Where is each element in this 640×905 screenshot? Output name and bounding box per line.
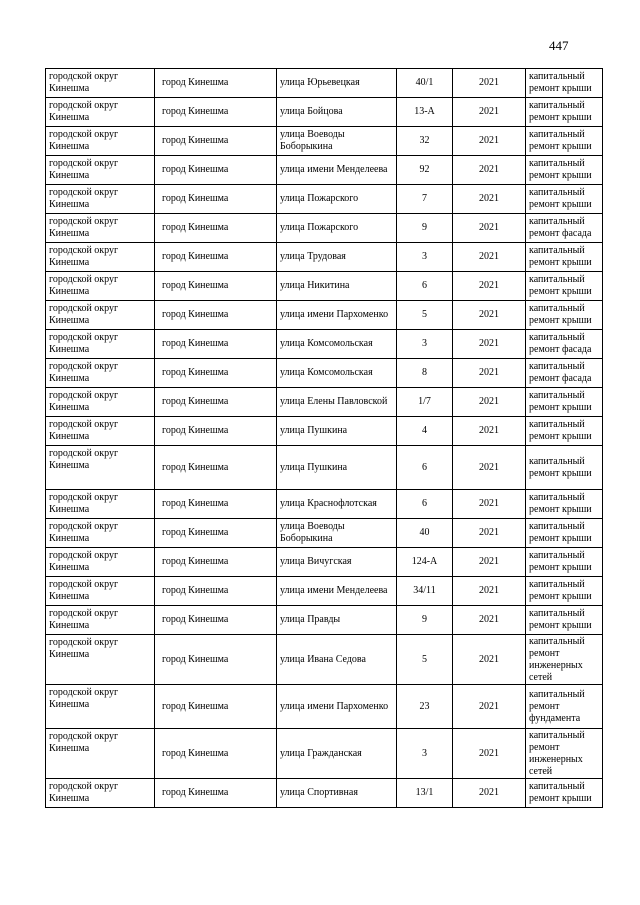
street-cell: улица Краснофлотская <box>277 490 397 519</box>
region-cell: городской округ Кинешма <box>46 185 155 214</box>
table-row <box>46 214 603 243</box>
year-cell: 2021 <box>453 156 526 185</box>
table-row <box>46 729 603 779</box>
table-row <box>46 417 603 446</box>
table-row <box>46 330 603 359</box>
street-cell: улица Ивана Седова <box>277 635 397 685</box>
year-cell: 2021 <box>453 685 526 729</box>
table-row <box>46 243 603 272</box>
region-cell: городской округ Кинешма <box>46 69 155 98</box>
house-number-cell: 13/1 <box>397 779 453 808</box>
year-cell: 2021 <box>453 446 526 490</box>
house-number-cell: 34/11 <box>397 577 453 606</box>
street-cell: улица имени Менделеева <box>277 577 397 606</box>
house-number-cell: 6 <box>397 446 453 490</box>
house-number-cell: 6 <box>397 272 453 301</box>
region-cell: городской округ Кинешма <box>46 729 155 779</box>
city-cell: город Кинешма <box>155 635 277 685</box>
year-cell: 2021 <box>453 330 526 359</box>
city-cell: город Кинешма <box>155 490 277 519</box>
year-cell: 2021 <box>453 98 526 127</box>
street-cell: улица Трудовая <box>277 243 397 272</box>
region-cell: городской округ Кинешма <box>46 606 155 635</box>
region-cell: городской округ Кинешма <box>46 779 155 808</box>
table-row <box>46 490 603 519</box>
year-cell: 2021 <box>453 388 526 417</box>
year-cell: 2021 <box>453 185 526 214</box>
region-cell: городской округ Кинешма <box>46 548 155 577</box>
year-cell: 2021 <box>453 779 526 808</box>
city-cell: город Кинешма <box>155 417 277 446</box>
table-row <box>46 577 603 606</box>
house-number-cell: 4 <box>397 417 453 446</box>
city-cell: город Кинешма <box>155 388 277 417</box>
table-row <box>46 548 603 577</box>
year-cell: 2021 <box>453 417 526 446</box>
region-cell: городской округ Кинешма <box>46 446 155 490</box>
house-number-cell: 92 <box>397 156 453 185</box>
work-type-cell: капитальный ремонт крыши <box>526 446 603 490</box>
street-cell: улица имени Пархоменко <box>277 685 397 729</box>
city-cell: город Кинешма <box>155 156 277 185</box>
street-cell: улица Правды <box>277 606 397 635</box>
work-type-cell: капитальный ремонт крыши <box>526 272 603 301</box>
year-cell: 2021 <box>453 243 526 272</box>
city-cell: город Кинешма <box>155 359 277 388</box>
year-cell: 2021 <box>453 490 526 519</box>
work-type-cell: капитальный ремонт крыши <box>526 490 603 519</box>
table-row <box>46 98 603 127</box>
region-cell: городской округ Кинешма <box>46 243 155 272</box>
city-cell: город Кинешма <box>155 127 277 156</box>
region-cell: городской округ Кинешма <box>46 388 155 417</box>
region-cell: городской округ Кинешма <box>46 577 155 606</box>
year-cell: 2021 <box>453 577 526 606</box>
street-cell: улица Юрьевецкая <box>277 69 397 98</box>
house-number-cell: 13-А <box>397 98 453 127</box>
street-cell: улица Воеводы Боборыкина <box>277 519 397 548</box>
table-row <box>46 127 603 156</box>
table-row <box>46 446 603 490</box>
city-cell: город Кинешма <box>155 779 277 808</box>
house-number-cell: 9 <box>397 606 453 635</box>
house-number-cell: 7 <box>397 185 453 214</box>
year-cell: 2021 <box>453 635 526 685</box>
work-type-cell: капитальный ремонт крыши <box>526 779 603 808</box>
street-cell: улица Воеводы Боборыкина <box>277 127 397 156</box>
work-type-cell: капитальный ремонт фасада <box>526 359 603 388</box>
city-cell: город Кинешма <box>155 330 277 359</box>
year-cell: 2021 <box>453 214 526 243</box>
house-number-cell: 5 <box>397 301 453 330</box>
street-cell: улица Вичугская <box>277 548 397 577</box>
table-row <box>46 185 603 214</box>
year-cell: 2021 <box>453 729 526 779</box>
region-cell: городской округ Кинешма <box>46 98 155 127</box>
region-cell: городской округ Кинешма <box>46 127 155 156</box>
street-cell: улица Спортивная <box>277 779 397 808</box>
table-row <box>46 359 603 388</box>
region-cell: городской округ Кинешма <box>46 272 155 301</box>
region-cell: городской округ Кинешма <box>46 301 155 330</box>
house-number-cell: 9 <box>397 214 453 243</box>
work-type-cell: капитальный ремонт крыши <box>526 185 603 214</box>
table-row <box>46 301 603 330</box>
year-cell: 2021 <box>453 606 526 635</box>
region-cell: городской округ Кинешма <box>46 330 155 359</box>
city-cell: город Кинешма <box>155 69 277 98</box>
work-type-cell: капитальный ремонт крыши <box>526 577 603 606</box>
city-cell: город Кинешма <box>155 548 277 577</box>
table-row <box>46 779 603 808</box>
table-row <box>46 606 603 635</box>
year-cell: 2021 <box>453 69 526 98</box>
table-row <box>46 156 603 185</box>
region-cell: городской округ Кинешма <box>46 156 155 185</box>
house-number-cell: 32 <box>397 127 453 156</box>
work-type-cell: капитальный ремонт инженерных сетей <box>526 635 603 685</box>
region-cell: городской округ Кинешма <box>46 519 155 548</box>
house-number-cell: 1/7 <box>397 388 453 417</box>
table-row <box>46 272 603 301</box>
table-row <box>46 69 603 98</box>
work-type-cell: капитальный ремонт инженерных сетей <box>526 729 603 779</box>
street-cell: улица Гражданская <box>277 729 397 779</box>
region-cell: городской округ Кинешма <box>46 417 155 446</box>
work-type-cell: капитальный ремонт крыши <box>526 301 603 330</box>
year-cell: 2021 <box>453 272 526 301</box>
house-number-cell: 3 <box>397 243 453 272</box>
city-cell: город Кинешма <box>155 577 277 606</box>
work-type-cell: капитальный ремонт крыши <box>526 127 603 156</box>
house-number-cell: 6 <box>397 490 453 519</box>
house-number-cell: 124-А <box>397 548 453 577</box>
region-cell: городской округ Кинешма <box>46 359 155 388</box>
work-type-cell: капитальный ремонт крыши <box>526 388 603 417</box>
year-cell: 2021 <box>453 548 526 577</box>
street-cell: улица Пушкина <box>277 446 397 490</box>
work-type-cell: капитальный ремонт фасада <box>526 214 603 243</box>
city-cell: город Кинешма <box>155 446 277 490</box>
work-type-cell: капитальный ремонт крыши <box>526 417 603 446</box>
city-cell: город Кинешма <box>155 185 277 214</box>
repair-schedule-table <box>45 68 603 808</box>
work-type-cell: капитальный ремонт фасада <box>526 330 603 359</box>
work-type-cell: капитальный ремонт крыши <box>526 606 603 635</box>
table-row <box>46 388 603 417</box>
table-row <box>46 519 603 548</box>
work-type-cell: капитальный ремонт крыши <box>526 98 603 127</box>
work-type-cell: капитальный ремонт крыши <box>526 548 603 577</box>
house-number-cell: 3 <box>397 729 453 779</box>
page-number: 447 <box>549 38 569 53</box>
street-cell: улица Комсомольская <box>277 359 397 388</box>
street-cell: улица Комсомольская <box>277 330 397 359</box>
work-type-cell: капитальный ремонт крыши <box>526 69 603 98</box>
year-cell: 2021 <box>453 127 526 156</box>
city-cell: город Кинешма <box>155 729 277 779</box>
city-cell: город Кинешма <box>155 301 277 330</box>
work-type-cell: капитальный ремонт фундамента <box>526 685 603 729</box>
street-cell: улица Пожарского <box>277 214 397 243</box>
work-type-cell: капитальный ремонт крыши <box>526 243 603 272</box>
city-cell: город Кинешма <box>155 272 277 301</box>
table-row <box>46 635 603 685</box>
city-cell: город Кинешма <box>155 685 277 729</box>
table-row <box>46 685 603 729</box>
work-type-cell: капитальный ремонт крыши <box>526 156 603 185</box>
street-cell: улица Никитина <box>277 272 397 301</box>
region-cell: городской округ Кинешма <box>46 635 155 685</box>
street-cell: улица Бойцова <box>277 98 397 127</box>
city-cell: город Кинешма <box>155 243 277 272</box>
city-cell: город Кинешма <box>155 214 277 243</box>
year-cell: 2021 <box>453 301 526 330</box>
street-cell: улица имени Менделеева <box>277 156 397 185</box>
house-number-cell: 5 <box>397 635 453 685</box>
street-cell: улица Пожарского <box>277 185 397 214</box>
street-cell: улица Пушкина <box>277 417 397 446</box>
street-cell: улица имени Пархоменко <box>277 301 397 330</box>
house-number-cell: 8 <box>397 359 453 388</box>
region-cell: городской округ Кинешма <box>46 685 155 729</box>
city-cell: город Кинешма <box>155 606 277 635</box>
year-cell: 2021 <box>453 519 526 548</box>
region-cell: городской округ Кинешма <box>46 214 155 243</box>
work-type-cell: капитальный ремонт крыши <box>526 519 603 548</box>
house-number-cell: 40/1 <box>397 69 453 98</box>
house-number-cell: 23 <box>397 685 453 729</box>
city-cell: город Кинешма <box>155 519 277 548</box>
year-cell: 2021 <box>453 359 526 388</box>
house-number-cell: 3 <box>397 330 453 359</box>
city-cell: город Кинешма <box>155 98 277 127</box>
house-number-cell: 40 <box>397 519 453 548</box>
region-cell: городской округ Кинешма <box>46 490 155 519</box>
street-cell: улица Елены Павловской <box>277 388 397 417</box>
